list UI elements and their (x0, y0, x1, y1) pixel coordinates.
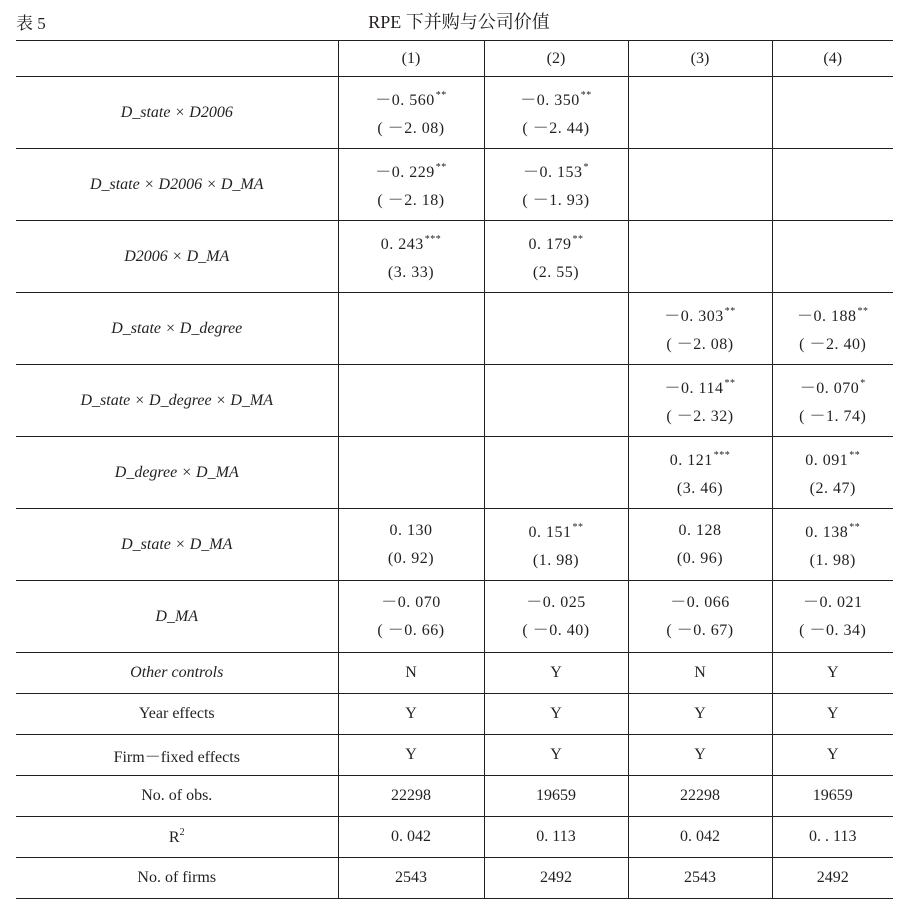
coefficient-value-line (339, 517, 484, 545)
t-statistic: (2. 55) (532, 264, 580, 281)
coefficient-value: －0. 070 (381, 593, 441, 611)
table-row (16, 365, 893, 437)
table-title: RPE 下并购与公司价值 (368, 12, 550, 32)
coefficient-cell (628, 293, 772, 365)
row-label: D_MA (16, 581, 338, 653)
coefficient-value-line (339, 82, 484, 115)
coefficient-value: －0. 303 (664, 308, 724, 325)
t-statistic: ( －0. 40) (522, 621, 590, 639)
value-cell: Y (772, 735, 893, 776)
value-cell: 0. 042 (628, 817, 772, 858)
row-label (16, 817, 338, 858)
t-statistic: ( －2. 08) (377, 120, 445, 137)
coefficient-cell (772, 581, 893, 653)
value-cell: 0. 042 (338, 817, 484, 858)
row-label (16, 653, 338, 694)
value-cell: Y (772, 694, 893, 735)
coefficient-cell (772, 437, 893, 509)
value-cell: 19659 (484, 776, 628, 817)
t-statistic: ( －2. 32) (666, 408, 734, 425)
table-row (16, 293, 893, 365)
coefficient-value: 0. 128 (678, 521, 722, 539)
row-label: D_state × D2006 (16, 77, 338, 149)
value-cell: Y (772, 653, 893, 694)
coefficient-cell (484, 581, 628, 653)
table-row (16, 437, 893, 509)
regression-table (16, 40, 893, 899)
table-row (16, 77, 893, 149)
coefficient-cell (338, 293, 484, 365)
coefficient-cell (628, 221, 772, 293)
row-label (16, 858, 338, 899)
coefficient-value: 0. 121 (669, 452, 713, 469)
coefficient-cell (628, 581, 772, 653)
t-statistic: (0. 96) (676, 549, 724, 567)
value-cell: 22298 (628, 776, 772, 817)
coefficient-value: －0. 025 (526, 593, 586, 611)
table-row (16, 858, 893, 899)
t-statistic: ( －0. 34) (799, 621, 867, 639)
coefficient-cell (628, 77, 772, 149)
row-label (16, 735, 338, 776)
t-statistic: ( －2. 08) (666, 336, 734, 353)
significance-stars: ** (435, 90, 447, 101)
value-cell: N (628, 653, 772, 694)
t-statistic: ( －1. 74) (799, 408, 867, 425)
coefficient-value-line (773, 298, 894, 331)
coefficient-value: 0. 091 (805, 452, 849, 469)
value-cell: 2492 (484, 858, 628, 899)
t-statistic: (0. 92) (387, 549, 435, 567)
t-statistic: (1. 98) (532, 552, 580, 569)
significance-stars: ** (849, 522, 861, 533)
coefficient-cell (628, 437, 772, 509)
value-cell: Y (338, 735, 484, 776)
t-statistic: (3. 33) (387, 264, 435, 281)
t-statistic: (2. 47) (809, 480, 856, 497)
t-statistic: (3. 46) (676, 480, 724, 497)
column-header: (2) (484, 41, 628, 77)
value-cell: 19659 (772, 776, 893, 817)
row-label-text: Other controls (130, 664, 224, 681)
coefficient-value: －0. 070 (799, 380, 860, 397)
coefficient-value-line (629, 298, 772, 331)
value-cell: Y (484, 653, 628, 694)
significance-stars: ** (572, 234, 584, 245)
coefficient-value-line (485, 82, 628, 115)
value-cell: N (338, 653, 484, 694)
coefficient-value-line (485, 514, 628, 547)
table-row (16, 817, 893, 858)
row-label-text: R (168, 829, 180, 846)
coefficient-value: －0. 560 (375, 92, 435, 109)
coefficient-value-line (773, 370, 894, 403)
value-cell: 2492 (772, 858, 893, 899)
significance-stars: ** (857, 306, 869, 317)
coefficient-cell (338, 509, 484, 581)
significance-stars: ** (435, 162, 447, 173)
table-row (16, 221, 893, 293)
coefficient-value-line (629, 589, 772, 617)
row-label-text: Firm－fixed effects (113, 748, 240, 766)
coefficient-value-line (773, 442, 894, 475)
row-label-text: No. of firms (137, 869, 217, 886)
coefficient-value-line (629, 370, 772, 403)
coefficient-value-line (339, 589, 484, 617)
row-label: D_state × D_MA (16, 509, 338, 581)
t-statistic: ( －2. 18) (377, 192, 445, 209)
t-statistic: ( －1. 93) (522, 192, 590, 209)
coefficient-cell (338, 581, 484, 653)
coefficient-value-line (629, 517, 772, 545)
header-blank-cell (16, 41, 338, 77)
significance-stars: * (583, 162, 589, 173)
significance-stars: *** (424, 234, 442, 245)
row-label-text: Year effects (138, 705, 215, 722)
coefficient-cell (772, 149, 893, 221)
value-cell: Y (484, 694, 628, 735)
value-cell: 0. . 113 (772, 817, 893, 858)
t-statistic: (1. 98) (809, 552, 856, 569)
significance-stars: ** (572, 522, 584, 533)
row-label: D_state × D_degree × D_MA (16, 365, 338, 437)
significance-stars: ** (580, 90, 592, 101)
table-row (16, 149, 893, 221)
value-cell: Y (628, 694, 772, 735)
coefficient-cell (484, 509, 628, 581)
coefficient-value-line (629, 442, 772, 475)
coefficient-value-line (485, 226, 628, 259)
value-cell: Y (338, 694, 484, 735)
value-cell: 2543 (628, 858, 772, 899)
row-label: D_state × D2006 × D_MA (16, 149, 338, 221)
value-cell: 2543 (338, 858, 484, 899)
coefficient-cell (772, 509, 893, 581)
coefficient-value: －0. 114 (664, 380, 724, 397)
coefficient-value-line (485, 154, 628, 187)
coefficient-cell (338, 221, 484, 293)
table-row (16, 776, 893, 817)
coefficient-value: －0. 350 (520, 92, 580, 109)
coefficient-value-line (773, 514, 894, 547)
significance-stars: ** (724, 378, 736, 389)
table-row (16, 694, 893, 735)
coefficient-cell (484, 365, 628, 437)
row-label: D_degree × D_MA (16, 437, 338, 509)
column-header: (4) (772, 41, 893, 77)
value-cell: Y (484, 735, 628, 776)
coefficient-value: －0. 229 (375, 164, 435, 181)
row-label (16, 776, 338, 817)
coefficient-cell (628, 509, 772, 581)
column-header: (1) (338, 41, 484, 77)
t-statistic: ( －2. 40) (799, 336, 867, 353)
table-label: 表 5 (16, 14, 46, 33)
row-label-text: No. of obs. (141, 787, 213, 804)
coefficient-cell (628, 149, 772, 221)
coefficient-value: －0. 188 (796, 308, 857, 325)
superscript: 2 (179, 827, 185, 838)
coefficient-value: 0. 138 (805, 524, 849, 541)
coefficient-cell (484, 437, 628, 509)
coefficient-value-line (339, 154, 484, 187)
table-row (16, 581, 893, 653)
coefficient-value: －0. 066 (670, 593, 730, 611)
coefficient-cell (772, 77, 893, 149)
coefficient-value: 0. 130 (389, 521, 433, 539)
table-row (16, 653, 893, 694)
coefficient-cell (338, 77, 484, 149)
value-cell: Y (628, 735, 772, 776)
column-header: (3) (628, 41, 772, 77)
coefficient-cell (484, 293, 628, 365)
table-row (16, 509, 893, 581)
table-row (16, 735, 893, 776)
row-label (16, 694, 338, 735)
coefficient-value: 0. 179 (528, 236, 572, 253)
coefficient-value-line (485, 589, 628, 617)
table-body (16, 77, 893, 899)
coefficient-value: 0. 151 (528, 524, 572, 541)
coefficient-value-line (339, 226, 484, 259)
header-row (16, 41, 893, 77)
significance-stars: ** (724, 306, 736, 317)
significance-stars: ** (849, 450, 861, 461)
coefficient-cell (484, 149, 628, 221)
row-label: D2006 × D_MA (16, 221, 338, 293)
coefficient-cell (484, 221, 628, 293)
value-cell: 0. 113 (484, 817, 628, 858)
row-label: D_state × D_degree (16, 293, 338, 365)
value-cell: 22298 (338, 776, 484, 817)
t-statistic: ( －0. 67) (666, 621, 734, 639)
coefficient-cell (338, 365, 484, 437)
t-statistic: ( －2. 44) (522, 120, 590, 137)
coefficient-value-line (773, 589, 894, 617)
significance-stars: *** (713, 450, 731, 461)
coefficient-cell (338, 437, 484, 509)
coefficient-cell (772, 221, 893, 293)
coefficient-cell (772, 293, 893, 365)
coefficient-value: －0. 153 (522, 164, 583, 181)
coefficient-cell (772, 365, 893, 437)
coefficient-value: －0. 021 (802, 593, 863, 611)
coefficient-value: 0. 243 (380, 236, 424, 253)
t-statistic: ( －0. 66) (377, 621, 445, 639)
coefficient-cell (338, 149, 484, 221)
coefficient-cell (628, 365, 772, 437)
coefficient-cell (484, 77, 628, 149)
significance-stars: * (860, 378, 866, 389)
